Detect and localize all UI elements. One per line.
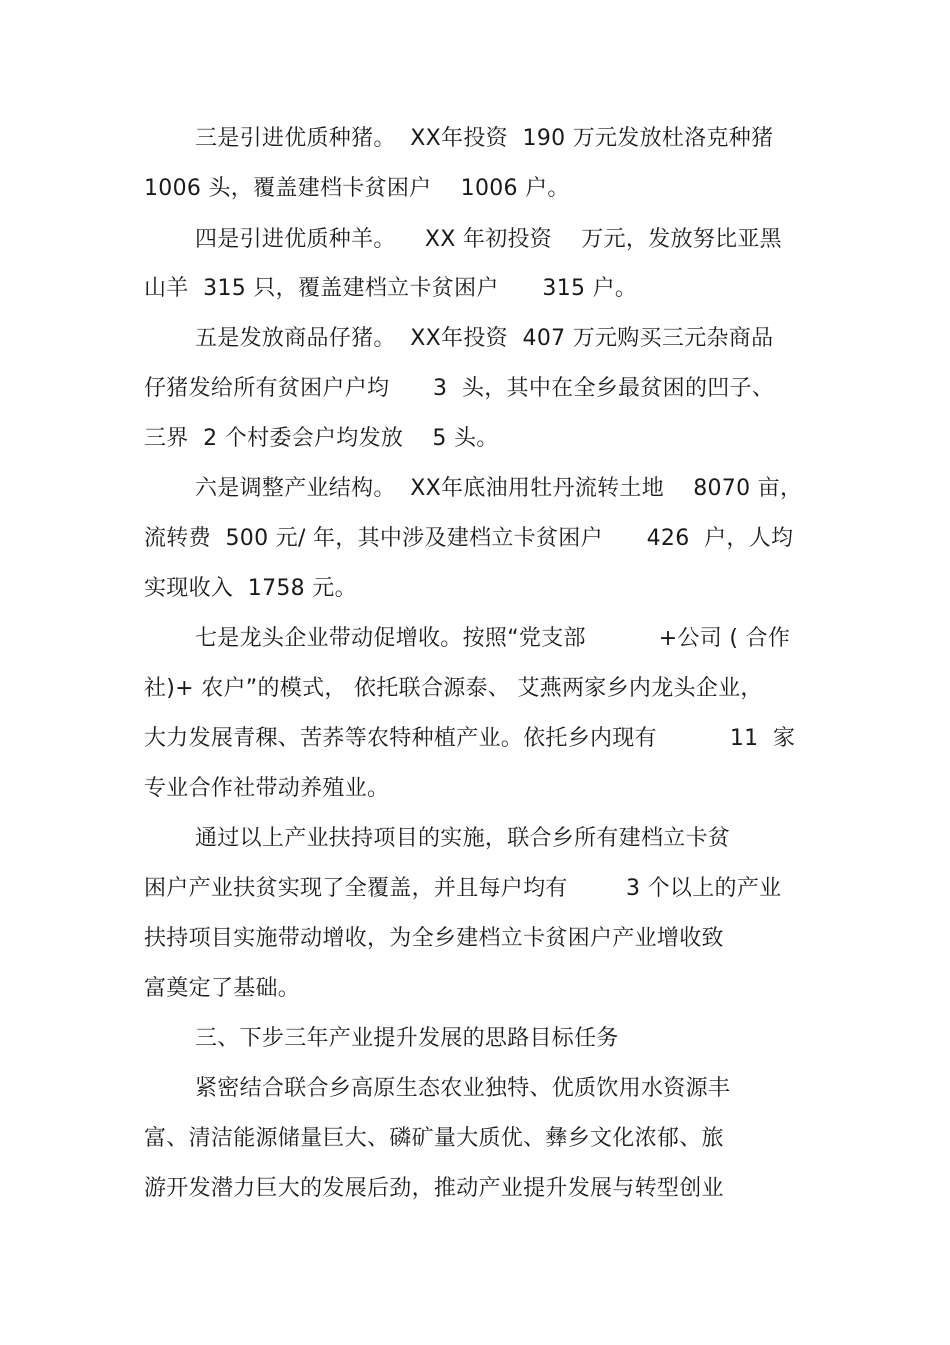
paragraph-5-line-1: 七是龙头企业带动促增收。按照“党支部 +公司 ( 合作 <box>195 626 791 651</box>
paragraph-3-line-1: 五是发放商品仔猪。 XX年投资 407 万元购买三元杂商品 <box>195 326 774 351</box>
paragraph-3-line-2: 仔猪发给所有贫困户户均 3 头，其中在全乡最贫困的凹子、 <box>144 376 775 401</box>
paragraph-6-line-3: 扶持项目实施带动增收，为全乡建档立卡贫困户产业增收致 <box>144 926 724 951</box>
paragraph-5-line-4: 专业合作社带动养殖业。 <box>144 776 390 801</box>
paragraph-4-line-3: 实现收入 1758 元。 <box>144 576 357 601</box>
paragraph-6-line-2: 困户产业扶贫实现了全覆盖，并且每户均有 3 个以上的产业 <box>144 876 782 901</box>
paragraph-3-line-3: 三界 2 个村委会户均发放 5 头。 <box>144 426 499 451</box>
paragraph-4-line-1: 六是调整产业结构。 XX年底油用牡丹流转土地 8070 亩， <box>195 476 803 501</box>
paragraph-1-line-1: 三是引进优质种猪。 XX年投资 190 万元发放杜洛克种猪 <box>195 126 774 151</box>
paragraph-8-line-1: 紧密结合联合乡高原生态农业独特、优质饮用水资源丰 <box>195 1076 731 1101</box>
paragraph-4-line-2: 流转费 500 元/ 年，其中涉及建档立卡贫困户 426 户，人均 <box>144 526 794 551</box>
paragraph-1-line-2: 1006 头，覆盖建档卡贫困户 1006 户。 <box>144 176 570 201</box>
section-heading: 三、下步三年产业提升发展的思路目标任务 <box>195 1026 619 1051</box>
paragraph-8-line-2: 富、清洁能源储量巨大、磷矿量大质优、彝乡文化浓郁、旅 <box>144 1126 724 1151</box>
paragraph-5-line-3: 大力发展青稞、苦荞等农特种植产业。依托乡内现有 11 家 <box>144 726 796 751</box>
paragraph-2-line-1: 四是引进优质种羊。 XX 年初投资 万元，发放努比亚黑 <box>195 227 782 252</box>
paragraph-2-line-2: 山羊 315 只，覆盖建档立卡贫困户 315 户。 <box>144 276 638 301</box>
paragraph-5-line-2: 社)+ 农户”的模式， 依托联合源泰、 艾燕两家乡内龙头企业， <box>144 676 763 701</box>
paragraph-6-line-4: 富奠定了基础。 <box>144 976 301 1001</box>
paragraph-6-line-1: 通过以上产业扶持项目的实施，联合乡所有建档立卡贫 <box>195 826 731 851</box>
paragraph-8-line-3: 游开发潜力巨大的发展后劲，推动产业提升发展与转型创业 <box>144 1176 724 1201</box>
